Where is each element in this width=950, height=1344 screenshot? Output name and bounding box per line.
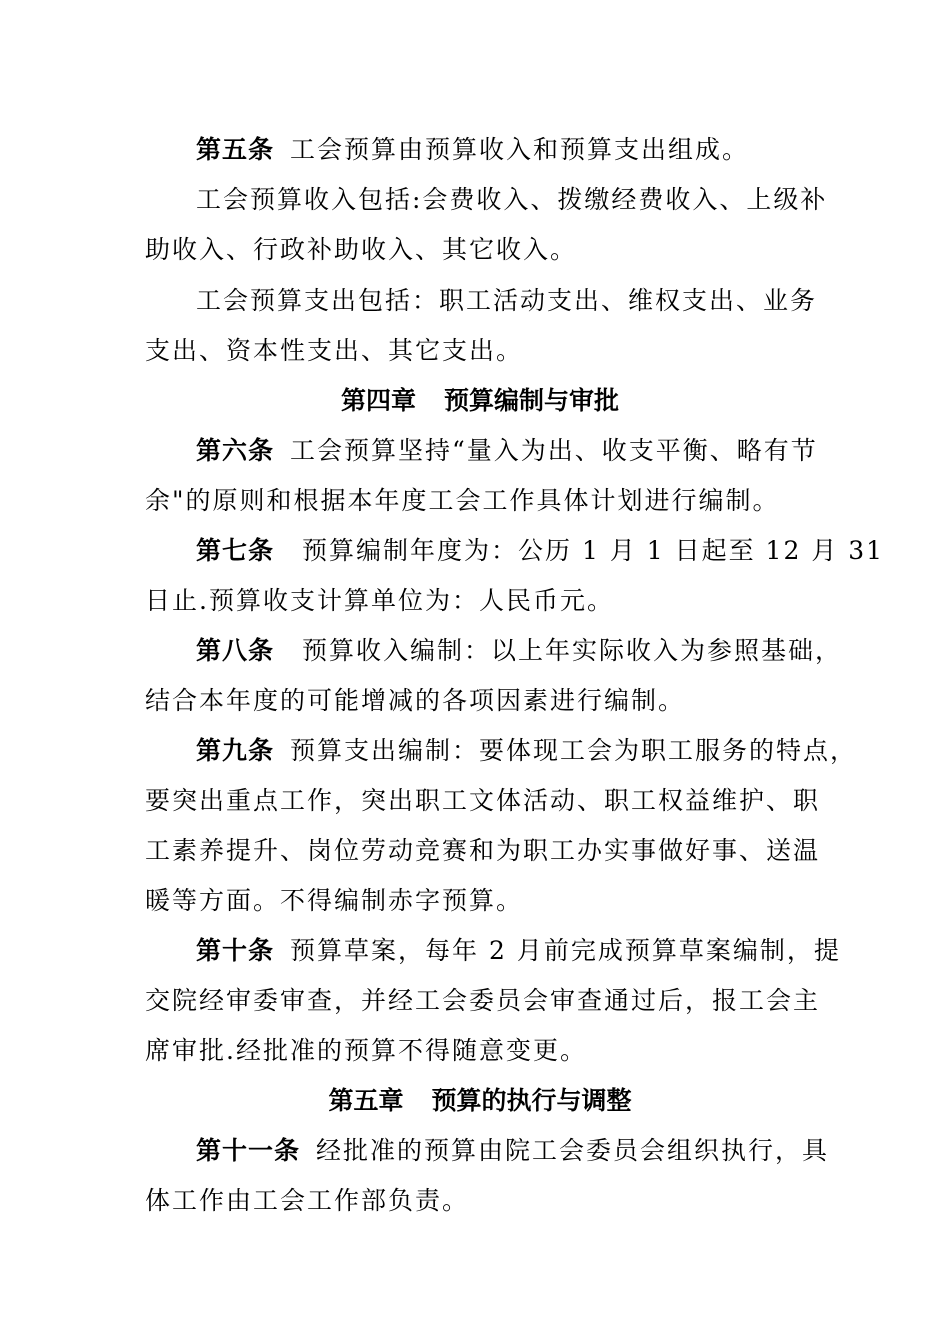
article-label: 第十一条 [196, 1136, 301, 1165]
chapter-heading [145, 383, 815, 419]
article-label: 第七条 [196, 536, 275, 565]
article-text: 工会预算由预算收入和预算支出组成。 [290, 135, 750, 164]
article-text: 工会预算坚持“量入为出、收支平衡、略有节 [290, 436, 818, 465]
paragraph-line: 席审批.经批准的预算不得随意变更。 [145, 1036, 587, 1065]
article-text: 预算支出编制：要体现工会为职工服务的特点， [290, 736, 858, 765]
article-10 [196, 933, 841, 969]
article-7 [196, 533, 885, 569]
paragraph-line: 余"的原则和根据本年度工会工作具体计划进行编制。 [145, 486, 780, 515]
article-9 [196, 733, 858, 769]
chapter-heading [145, 1083, 815, 1119]
paragraph-line: 暖等方面。不得编制赤字预算。 [145, 886, 524, 915]
article-6 [196, 433, 816, 469]
chapter-number: 第五章 [328, 1086, 404, 1115]
paragraph-line: 工会预算收入包括:会费收入、拨缴经费收入、上级补 [196, 185, 828, 214]
chapter-title: 预算编制与审批 [444, 386, 620, 415]
article-text: 预算草案，每年 2 月前完成预算草案编制，提 [290, 936, 841, 965]
article-5 [196, 132, 816, 168]
paragraph-line: 交院经审委审查，并经工会委员会审查通过后，报工会主 [145, 986, 821, 1015]
paragraph-line: 结合本年度的可能增减的各项因素进行编制。 [145, 686, 686, 715]
paragraph-line: 支出、资本性支出、其它支出。 [145, 336, 524, 365]
paragraph-line: 日止.预算收支计算单位为：人民币元。 [145, 586, 614, 615]
article-text: 预算编制年度为：公历 1 月 1 日起至 12 月 31 [302, 536, 885, 565]
article-11 [196, 1133, 830, 1169]
article-label: 第五条 [196, 135, 275, 164]
paragraph-line: 要突出重点工作，突出职工文体活动、职工权益维护、职 [145, 786, 821, 815]
chapter-title: 预算的执行与调整 [431, 1086, 632, 1115]
paragraph-line: 工素养提升、岗位劳动竞赛和为职工办实事做好事、送温 [145, 836, 821, 865]
article-label: 第六条 [196, 436, 275, 465]
paragraph-line: 体工作由工会工作部负责。 [145, 1186, 470, 1215]
article-text: 经批准的预算由院工会委员会组织执行，具 [316, 1136, 830, 1165]
article-8 [196, 633, 843, 669]
paragraph-line: 助收入、行政补助收入、其它收入。 [145, 235, 578, 264]
article-label: 第十条 [196, 936, 275, 965]
article-label: 第八条 [196, 636, 275, 665]
article-text: 预算收入编制：以上年实际收入为参照基础， [302, 636, 843, 665]
chapter-number: 第四章 [340, 386, 416, 415]
paragraph-line: 工会预算支出包括：职工活动支出、维权支出、业务 [196, 286, 818, 315]
article-label: 第九条 [196, 736, 275, 765]
